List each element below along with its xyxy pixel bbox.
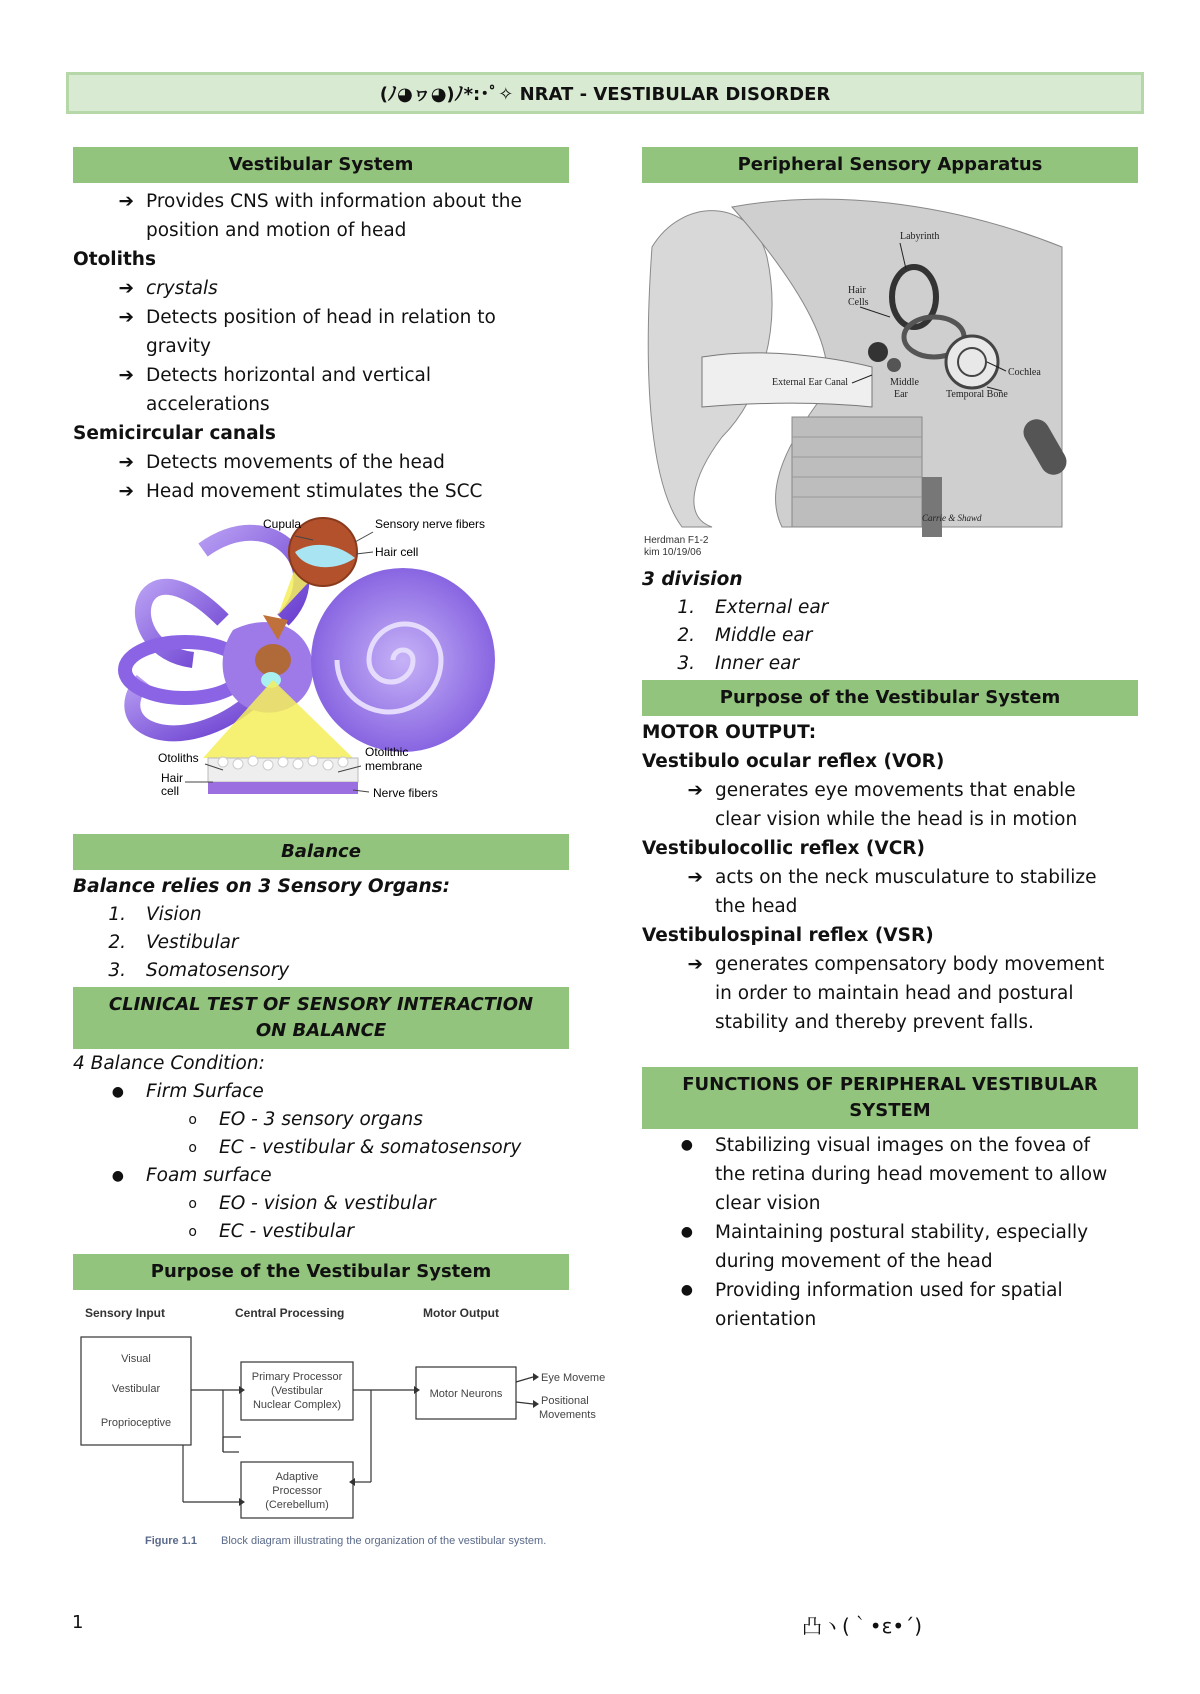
artist-signature: Carrie & Shawd <box>922 513 982 523</box>
arrow-icon: ➔ <box>118 481 134 502</box>
list-item: ➔ generates compensatory body movement in order to maintain head and postural stability and thereby prevent falls. <box>642 950 1138 1037</box>
eye-movements-label: Eye Moveme <box>541 1372 606 1384</box>
list-item: o EO - vision & vestibular <box>73 1190 569 1218</box>
list-item: ➔ Detects position of head in relation to gravity <box>73 303 569 361</box>
figure-caption-number: Figure 1.1 <box>145 1535 197 1547</box>
section-heading-purpose-right: Purpose of the Vestibular System <box>642 680 1138 716</box>
visual-label: Visual <box>121 1353 151 1365</box>
hair-cell-label: Hair cell <box>375 545 419 559</box>
external-ear-canal-label: External Ear Canal <box>772 377 849 388</box>
arrow-icon: ➔ <box>118 278 134 299</box>
nerve-fibers-label: Nerve fibers <box>373 786 438 800</box>
section-heading-ctsib: CLINICAL TEST OF SENSORY INTERACTION ON BALANCE <box>73 987 569 1049</box>
arrow-icon: ➔ <box>687 867 703 888</box>
arrow-icon: ➔ <box>118 452 134 473</box>
section-heading-balance: Balance <box>73 834 569 870</box>
figure-credit-line-1: Herdman F1-2 <box>644 535 709 546</box>
middle-label: Middle <box>890 377 919 388</box>
list-item: o EC - vestibular & somatosensory <box>73 1134 569 1162</box>
circle-bullet-icon: o <box>188 1112 197 1128</box>
figure-credit-line-2: kim 10/19/06 <box>644 547 702 558</box>
vor-label: Vestibulo ocular reflex (VOR) <box>642 751 945 772</box>
list-item: ➔ Detects movements of the head <box>73 448 569 477</box>
arrow-icon: ➔ <box>687 780 703 801</box>
page-number: 1 <box>72 1612 84 1633</box>
temporal-bone-label: Temporal Bone <box>946 389 1008 400</box>
circle-bullet-icon: o <box>188 1140 197 1156</box>
otoliths-figure-label: Otoliths <box>158 751 199 765</box>
arrow-icon: ➔ <box>118 191 134 212</box>
section-heading-peripheral: Peripheral Sensory Apparatus <box>642 147 1138 183</box>
otolithic-label: Otolithic <box>365 745 409 759</box>
bullet-icon: ● <box>680 1224 693 1240</box>
sensory-nerve-fibers-label: Sensory nerve fibers <box>375 517 486 531</box>
cells-label: Cells <box>848 297 869 308</box>
list-item: ● Providing information used for spatial orientation <box>642 1276 1138 1334</box>
right-column <box>642 147 1138 1334</box>
list-item: ● Maintaining postural stability, especially during movement of the head <box>642 1218 1138 1276</box>
division-label: 3 division <box>642 569 743 590</box>
figure-caption-text: Block diagram illustrating the organization of the vestibular system. <box>221 1535 547 1547</box>
list-item: ● Stabilizing visual images on the fovea of the retina during head movement to allow clear vision <box>642 1131 1138 1218</box>
list-item: ➔ Head movement stimulates the SCC <box>73 477 569 506</box>
ear-label: Ear <box>894 389 908 400</box>
labyrinth-label: Labyrinth <box>900 231 940 242</box>
list-item: 3. Somatosensory <box>108 960 290 981</box>
list-item: ➔ acts on the neck musculature to stabilize the head <box>642 863 1138 921</box>
list-item: o EC - vestibular <box>73 1218 569 1246</box>
movements-label: Movements <box>539 1409 596 1421</box>
circle-bullet-icon: o <box>188 1196 197 1212</box>
list-item: ➔ crystals <box>73 274 569 303</box>
list-item: ● Firm Surface <box>73 1078 569 1106</box>
primary-processor-line-1: Primary Processor <box>251 1371 343 1383</box>
page-title-bar <box>66 72 1144 114</box>
bullet-icon: ● <box>680 1282 693 1298</box>
circle-bullet-icon: o <box>188 1224 197 1240</box>
list-item: 1. Vision <box>108 904 202 925</box>
primary-processor-line-3: Nuclear Complex) <box>252 1399 342 1411</box>
list-item: ➔ Detects horizontal and vertical accelerations <box>73 361 569 419</box>
col-motor-output: Motor Output <box>423 1306 499 1320</box>
list-item: 3. Inner ear <box>677 653 800 674</box>
list-item: ➔ generates eye movements that enable clear vision while the head is in motion <box>642 776 1138 834</box>
bullet-icon: ● <box>111 1168 124 1184</box>
membrane-label: membrane <box>365 759 423 773</box>
inner-ear-illustration <box>73 510 569 828</box>
list-item: o EO - 3 sensory organs <box>73 1106 569 1134</box>
arrow-icon: ➔ <box>687 954 703 975</box>
list-item: ● Foam surface <box>73 1162 569 1190</box>
col-central-processing: Central Processing <box>235 1306 345 1320</box>
section-heading-vestibular-system: Vestibular System <box>73 147 569 183</box>
adaptive-processor-line-2: Processor <box>272 1485 322 1497</box>
vsr-label: Vestibulospinal reflex (VSR) <box>642 925 934 946</box>
bullet-icon: ● <box>680 1137 693 1153</box>
otoliths-label: Otoliths <box>73 249 156 270</box>
semicircular-canals-label: Semicircular canals <box>73 423 276 444</box>
positional-label: Positional <box>541 1395 589 1407</box>
list-item: ➔ Provides CNS with information about the position and motion of head <box>73 187 569 245</box>
list-item: 2. Middle ear <box>677 625 813 646</box>
vestibular-label: Vestibular <box>111 1383 161 1395</box>
cochlea-label: Cochlea <box>1008 367 1041 378</box>
list-item: 1. External ear <box>677 597 829 618</box>
adaptive-processor-line-1: Adaptive <box>275 1471 319 1483</box>
list-item: 2. Vestibular <box>108 932 239 953</box>
hair-label: Hair <box>161 771 184 785</box>
adaptive-processor-line-3: (Cerebellum) <box>265 1499 329 1511</box>
vcr-label: Vestibulocollic reflex (VCR) <box>642 838 925 859</box>
proprioceptive-label: Proprioceptive <box>100 1417 172 1429</box>
motor-neurons-label: Motor Neurons <box>429 1388 503 1400</box>
hair-label: Hair <box>848 285 866 296</box>
page-title: (ﾉ◕ヮ◕)ﾉ*:･ﾟ✧ NRAT - VESTIBULAR DISORDER <box>379 84 831 105</box>
col-sensory-input: Sensory Input <box>85 1306 166 1320</box>
left-column <box>73 147 606 1554</box>
footer-kaomoji: 凸ヽ(｀•ε•´) <box>802 1614 923 1638</box>
primary-processor-line-2: (Vestibular <box>271 1385 323 1397</box>
vestibular-block-diagram <box>73 1292 606 1554</box>
arrow-icon: ➔ <box>118 365 134 386</box>
motor-output-label: MOTOR OUTPUT: <box>642 722 817 743</box>
arrow-icon: ➔ <box>118 307 134 328</box>
balance-lead: Balance relies on 3 Sensory Organs: <box>73 876 451 897</box>
cupula-label: Cupula <box>263 517 302 531</box>
section-heading-functions: FUNCTIONS OF PERIPHERAL VESTIBULAR SYSTEM <box>642 1067 1138 1129</box>
bullet-icon: ● <box>111 1084 124 1100</box>
section-heading-purpose-left: Purpose of the Vestibular System <box>73 1254 569 1290</box>
cell-label: cell <box>161 784 180 798</box>
ctsib-lead: 4 Balance Condition: <box>73 1053 265 1074</box>
ear-anatomy-illustration <box>642 187 1082 563</box>
